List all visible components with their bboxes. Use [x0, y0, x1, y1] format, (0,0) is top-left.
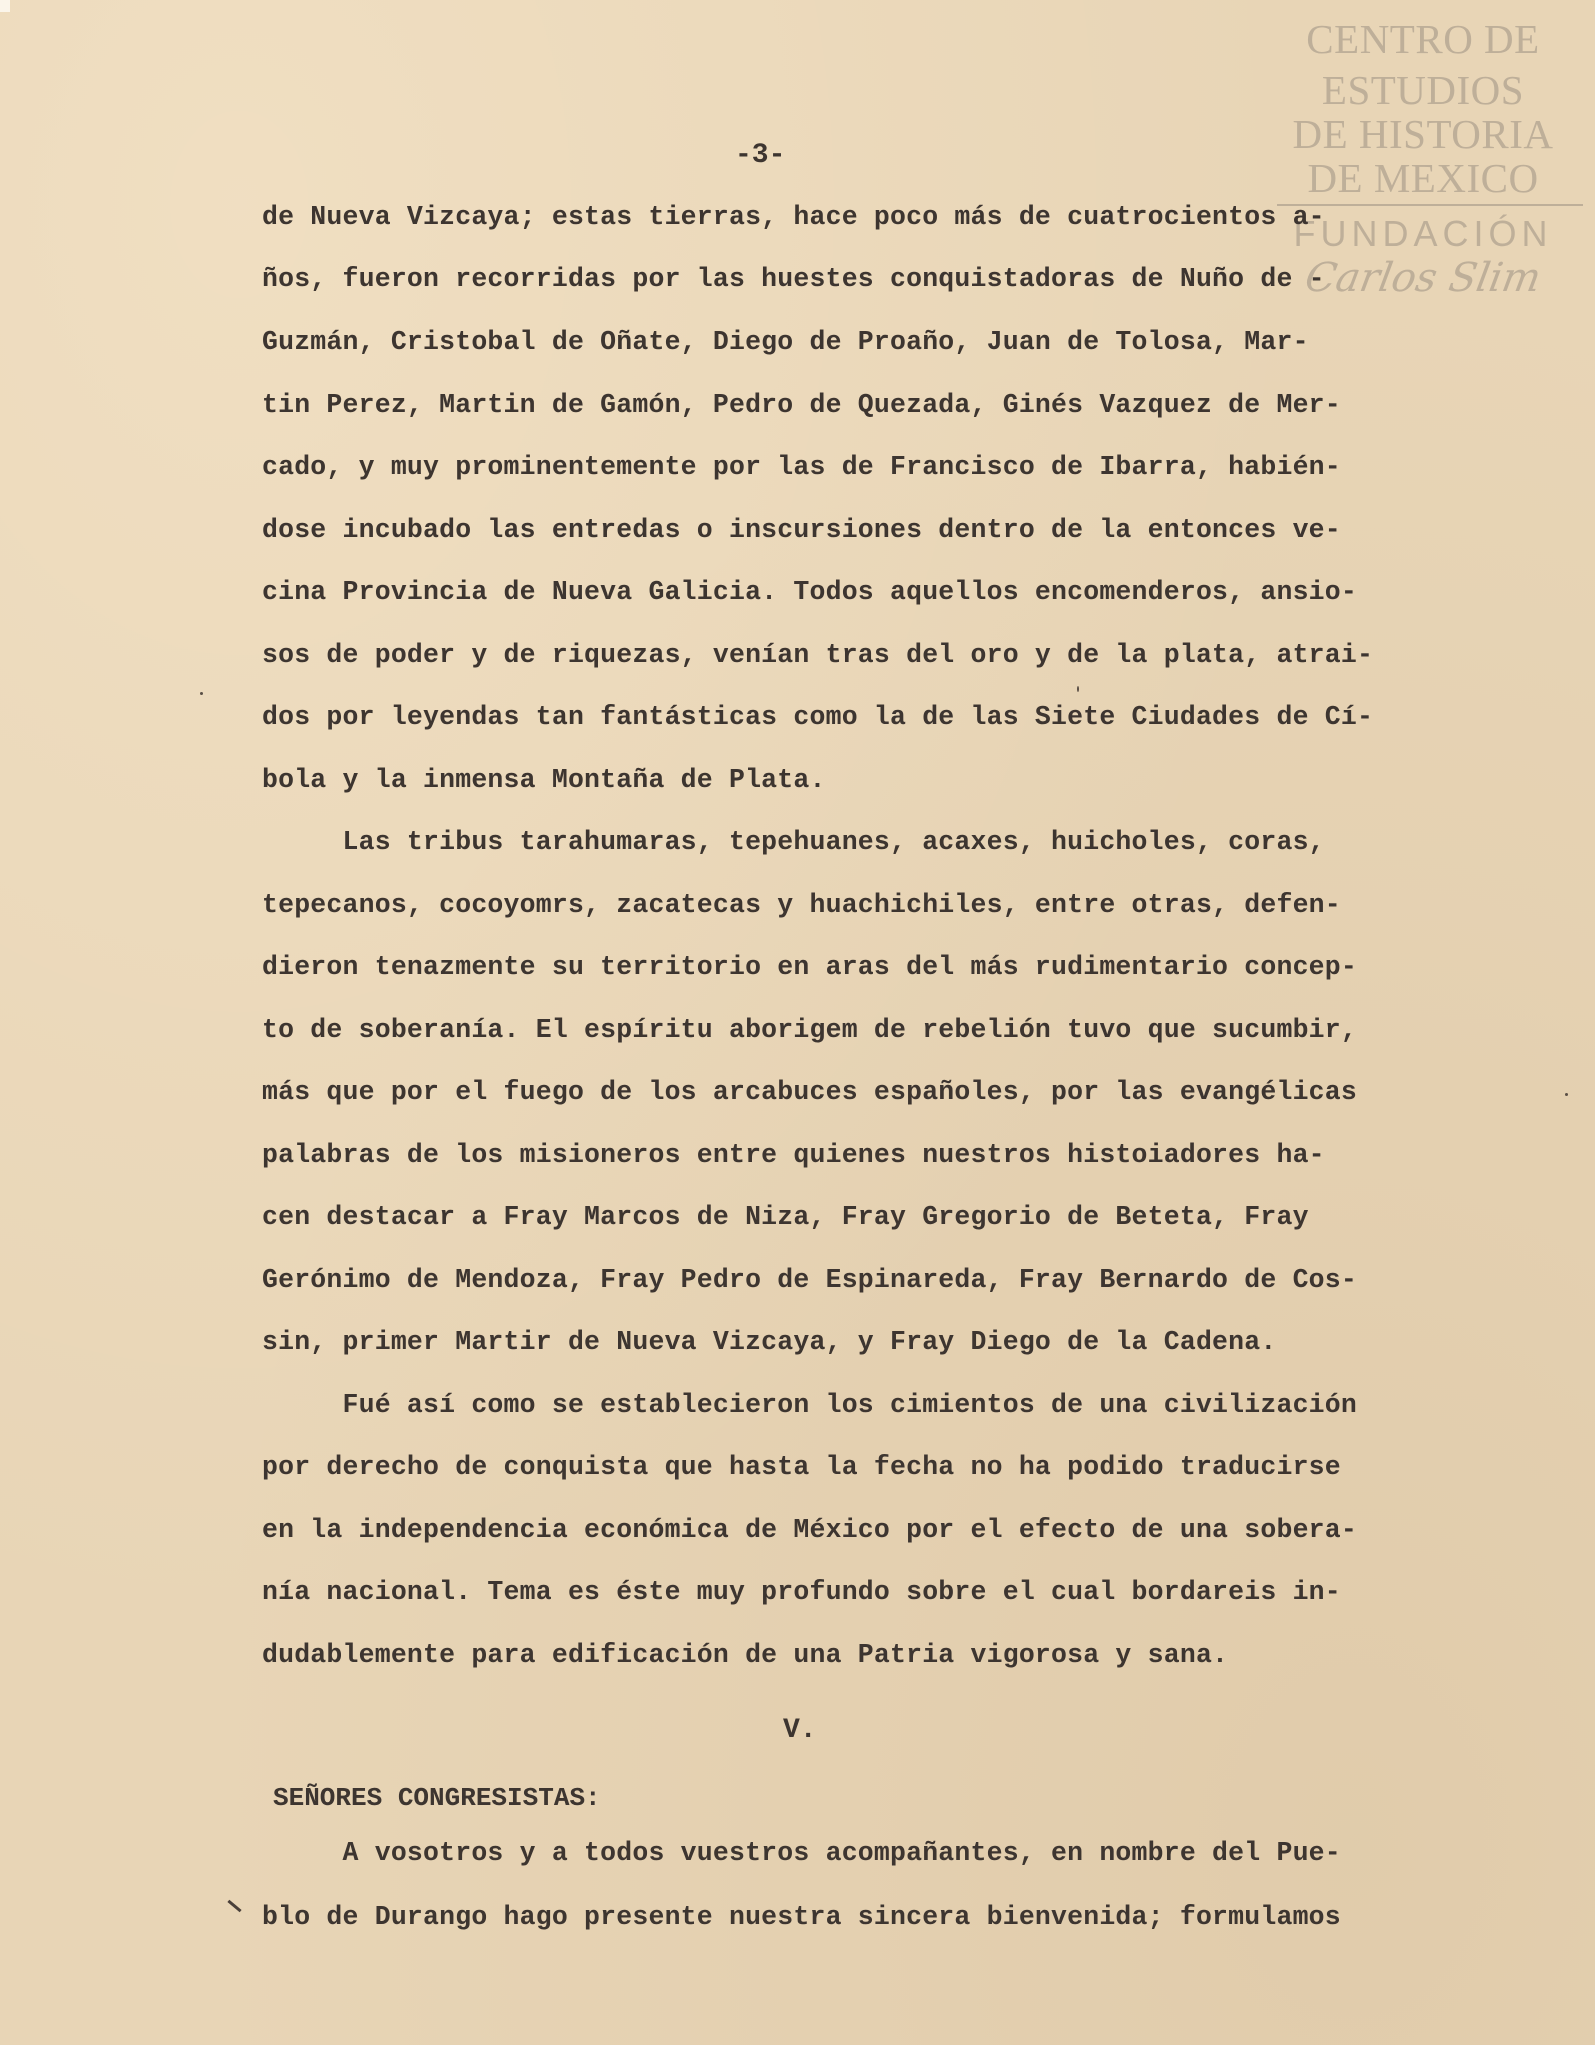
page-corner-tear — [0, 0, 10, 12]
text-line: Guzmán, Cristobal de Oñate, Diego de Proaño, Juan de Tolosa, Mar- — [262, 327, 1309, 357]
watermark-signature: Carlos Slim — [1301, 255, 1545, 301]
scan-speck — [1077, 686, 1079, 692]
text-line: sin, primer Martir de Nueva Vizcaya, y Fray Diego de la Cadena. — [262, 1327, 1277, 1357]
text-line: dudablemente para edificación de una Patria vigorosa y sana. — [262, 1640, 1229, 1670]
text-line: por derecho de conquista que hasta la fecha no ha podido traducirse — [262, 1452, 1341, 1482]
text-line: tin Perez, Martin de Gamón, Pedro de Quezada, Ginés Vazquez de Mer- — [262, 390, 1341, 420]
text-line: dieron tenazmente su territorio en aras del más rudimentario concep- — [262, 952, 1357, 982]
text-line: to de soberanía. El espíritu aborigem de rebelión tuvo que sucumbir, — [262, 1015, 1357, 1045]
text-line: en la independencia económica de México por el efecto de una sobera- — [262, 1515, 1357, 1545]
archive-watermark — [1263, 10, 1583, 302]
page-number: -3- — [735, 140, 786, 171]
text-line: tepecanos, cocoyomrs, zacatecas y huachichiles, entre otras, defen- — [262, 890, 1341, 920]
watermark-line-2: ESTUDIOS — [1321, 67, 1525, 113]
watermark-line-3: DE HISTORIA — [1292, 111, 1554, 157]
text-line: de Nueva Vizcaya; estas tierras, hace poco más de cuatrocientos a- — [262, 202, 1325, 232]
text-line: Gerónimo de Mendoza, Fray Pedro de Espinareda, Fray Bernardo de Cos- — [262, 1265, 1357, 1295]
text-line: cina Provincia de Nueva Galicia. Todos aquellos encomenderos, ansio- — [262, 577, 1357, 607]
watermark-fundacion: FUNDACIÓN — [1293, 213, 1553, 254]
text-line: Las tribus tarahumaras, tepehuanes, acaxes, huicholes, coras, — [262, 827, 1325, 857]
text-line: A vosotros y a todos vuestros acompañantes, en nombre del Pue- — [262, 1838, 1341, 1868]
scan-speck — [1565, 1093, 1568, 1096]
text-line: cado, y muy prominentemente por las de Francisco de Ibarra, habién- — [262, 452, 1341, 482]
text-line: palabras de los misioneros entre quienes nuestros histoiadores ha- — [262, 1140, 1325, 1170]
text-line: Fué así como se establecieron los cimientos de una civilización — [262, 1390, 1357, 1420]
scan-speck — [200, 692, 203, 695]
text-line: dose incubado las entredas o inscursiones dentro de la entonces ve- — [262, 515, 1341, 545]
margin-tick-mark — [227, 1900, 241, 1913]
text-line: dos por leyendas tan fantásticas como la de las Siete Ciudades de Cí- — [262, 702, 1374, 732]
text-line: más que por el fuego de los arcabuces españoles, por las evangélicas — [262, 1077, 1357, 1107]
text-line: bola y la inmensa Montaña de Plata. — [262, 765, 826, 795]
text-line: ños, fueron recorridas por las huestes conquistadoras de Nuño de - — [262, 264, 1325, 294]
section-heading: V. — [783, 1715, 817, 1746]
text-line: cen destacar a Fray Marcos de Niza, Fray Gregorio de Beteta, Fray — [262, 1202, 1309, 1232]
watermark-line-1: CENTRO DE — [1306, 16, 1540, 62]
text-line: nía nacional. Tema es éste muy profundo sobre el cual bordareis in- — [262, 1577, 1341, 1607]
salutation: SEÑORES CONGRESISTAS: — [273, 1783, 601, 1813]
text-line: sos de poder y de riquezas, venían tras del oro y de la plata, atrai- — [262, 640, 1374, 670]
text-line: blo de Durango hago presente nuestra sincera bienvenida; formulamos — [262, 1902, 1341, 1932]
watermark-line-4: DE MEXICO — [1307, 155, 1539, 201]
